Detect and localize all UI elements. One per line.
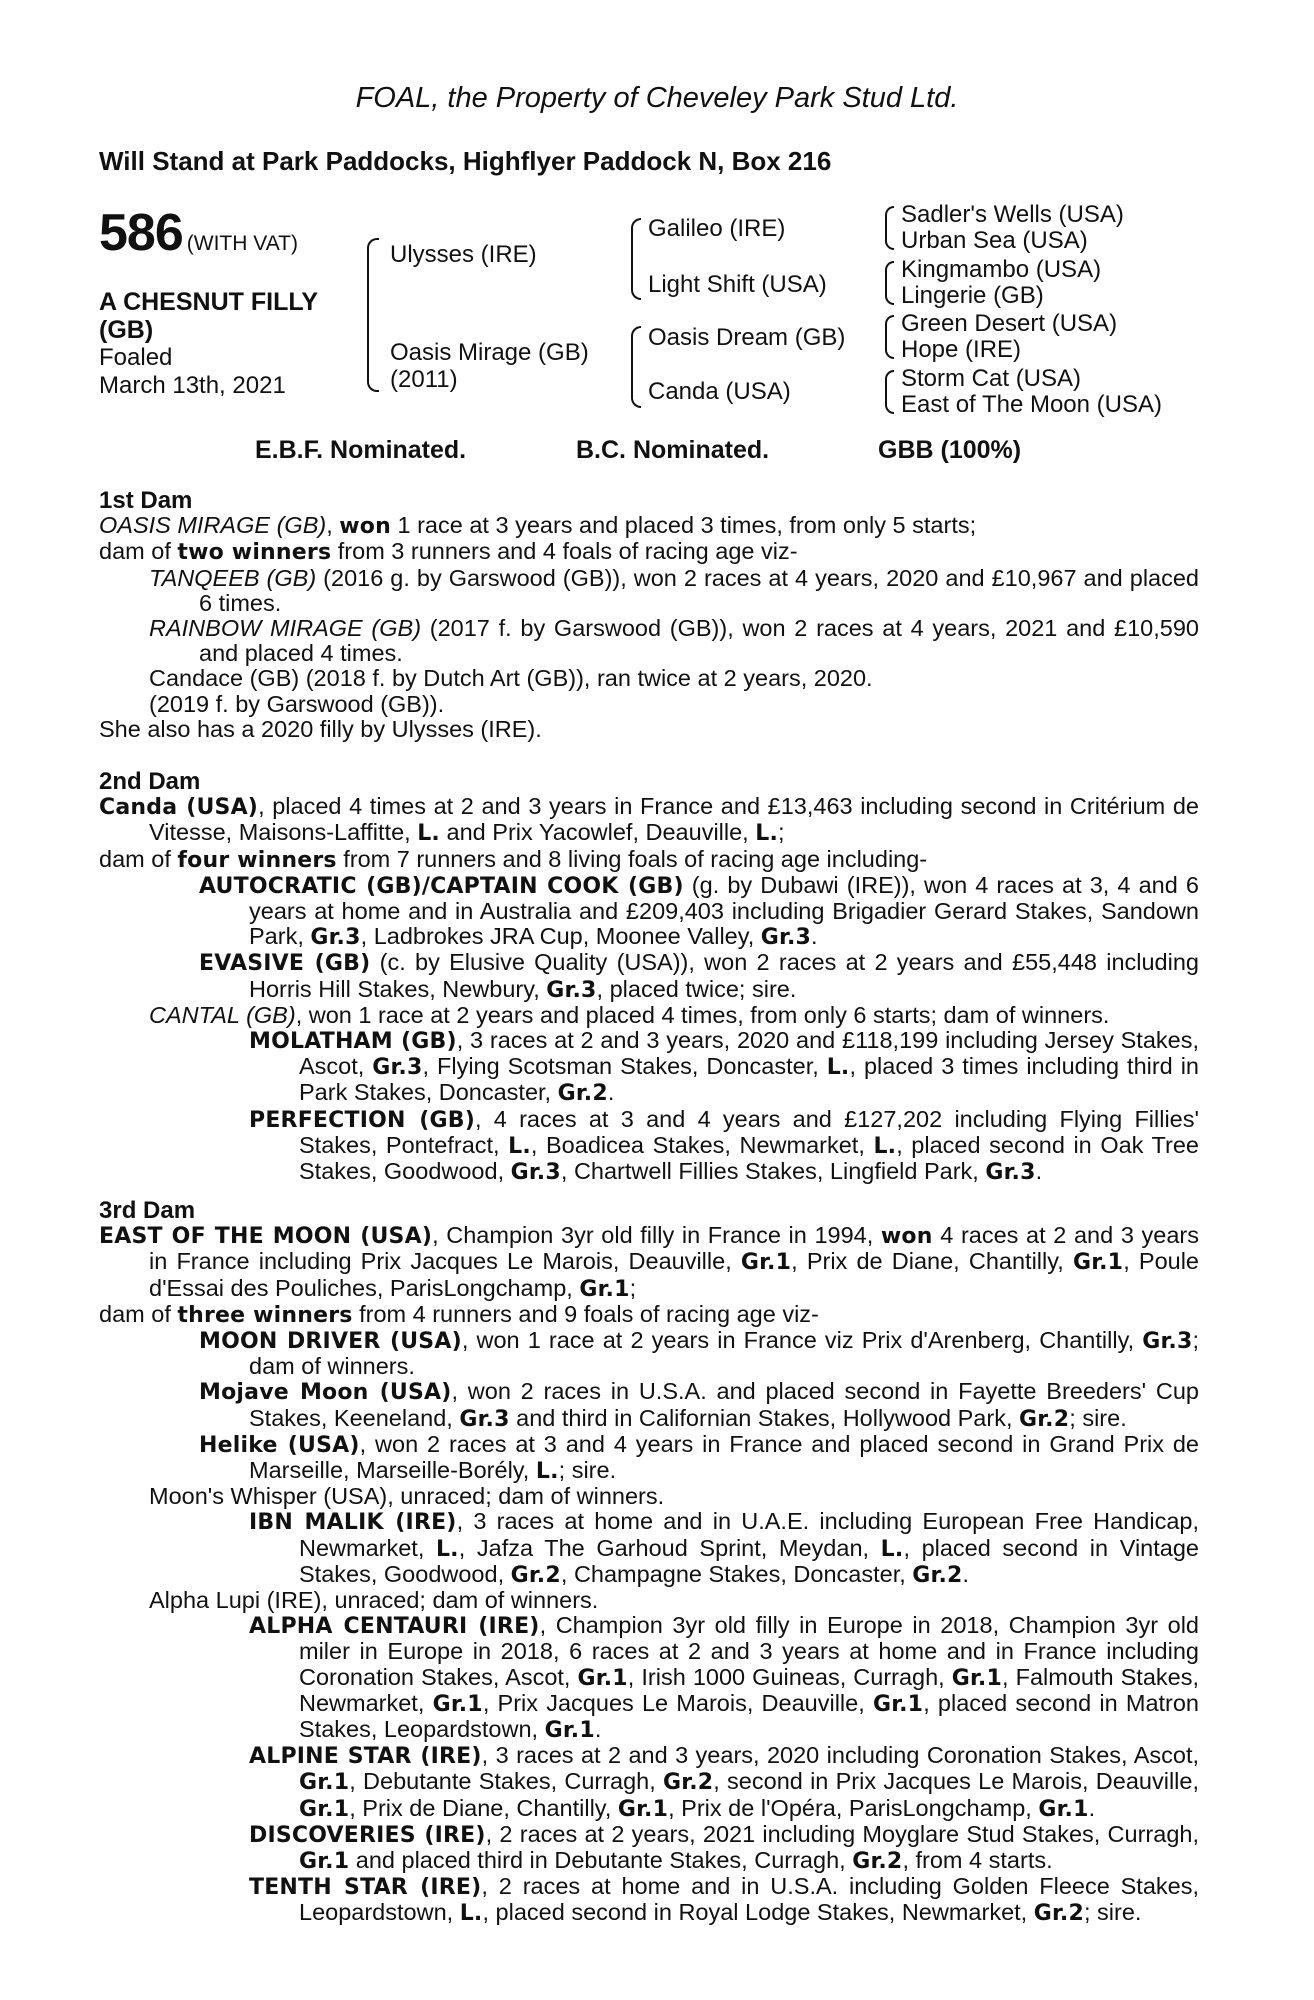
dam-record	[99, 794, 1199, 846]
bold-text: Gr.1	[1038, 1796, 1089, 1822]
text-run: .	[962, 1560, 970, 1587]
bold-text: Gr.1	[740, 1250, 792, 1276]
text-run: dam of	[99, 538, 178, 565]
bold-text: Canda (USA)	[99, 795, 259, 821]
bold-text: MOLATHAM (GB)	[249, 1029, 457, 1055]
third-dam-section	[99, 1198, 1199, 1927]
text-run: .	[1035, 1158, 1043, 1185]
produce-note	[99, 717, 1199, 742]
lot-vat-label: (WITH VAT)	[186, 232, 298, 255]
text-run: from 3 runners and 4 foals of racing age viz-	[331, 538, 798, 565]
pedigree-dss: Green Desert (USA)	[901, 310, 1118, 337]
section-title: 1st Dam	[99, 487, 193, 514]
pedigree-sire-dam: Light Shift (USA)	[648, 271, 827, 298]
text-run: , placed second in Oak Tree Stakes, Goodwood,	[299, 1131, 1199, 1185]
text-run: , Chartwell Fillies Stakes, Lingfield Park,	[560, 1158, 986, 1185]
text-run: .	[1088, 1794, 1096, 1821]
bold-text: L.	[880, 1536, 904, 1562]
foaled-date: March 13th, 2021	[99, 372, 286, 399]
page-title: FOAL, the Property of Cheveley Park Stud Ltd.	[355, 82, 959, 114]
bold-text: Gr.1	[432, 1691, 483, 1717]
text-run: dam of	[99, 845, 178, 872]
text-run: (c. by Elusive Quality (USA)), won 2 races at 2 years and £55,448 including Horris Hill Stakes, Newbury,	[249, 949, 1199, 1002]
foaled-label: Foaled	[99, 344, 173, 371]
bold-text: L.	[435, 1536, 459, 1562]
bold-text: Gr.1	[579, 1276, 630, 1302]
pedigree-brace-3d	[885, 370, 894, 414]
bold-text: L.	[826, 1055, 850, 1081]
text-run: , won 2 races at 3 and 4 years in France and placed second in Grand Prix de Marseille, Marseille-Borély,	[249, 1430, 1200, 1484]
produce-entry	[99, 873, 1199, 951]
italic-text: OASIS MIRAGE (GB)	[99, 512, 327, 539]
bold-text: TENTH STAR (IRE)	[249, 1875, 482, 1901]
pedigree-sire: Ulysses (IRE)	[390, 241, 537, 268]
bold-text: Gr.2	[510, 1562, 561, 1588]
pedigree-brace-1	[367, 238, 379, 392]
bold-text: Gr.3	[1142, 1329, 1193, 1355]
text-run: , Prix de Diane, Chantilly,	[349, 1794, 618, 1821]
bold-text: Gr.1	[577, 1665, 628, 1691]
pedigree-sds: Kingmambo (USA)	[901, 256, 1102, 283]
bold-text: L.	[873, 1133, 897, 1159]
section-title: 3rd Dam	[99, 1197, 196, 1224]
produce-summary	[99, 539, 1199, 565]
produce-entry	[99, 1509, 1199, 1588]
bold-text: L.	[535, 1459, 559, 1485]
text-run: , 2 races at home and in U.S.A. including Golden Fleece Stakes, Leopardstown,	[299, 1873, 1200, 1926]
bold-text: Gr.3	[546, 977, 597, 1003]
bold-text: Gr.2	[852, 1849, 903, 1875]
pedigree-sdd: Lingerie (GB)	[901, 282, 1044, 309]
text-run: , Boadicea Stakes, Newmarket,	[530, 1131, 874, 1158]
text-run: , from 4 starts.	[902, 1847, 1053, 1874]
text-run: , 4 races at 3 and 4 years and £127,202 including Flying Fillies' Stakes, Pontefract,	[299, 1105, 1199, 1158]
text-run: , 3 races at 2 and 3 years, 2020 and £118,199 including Jersey Stakes, Ascot,	[299, 1027, 1199, 1080]
text-run: , Debutante Stakes, Curragh,	[349, 1768, 664, 1795]
pedigree-dam-sire: Oasis Dream (GB)	[648, 324, 846, 351]
produce-entry	[99, 1874, 1199, 1926]
text-run: ; sire.	[1083, 1899, 1142, 1926]
bold-text: Gr.1	[299, 1849, 350, 1875]
bold-text: L.	[508, 1133, 531, 1159]
text-run: , won 1 race at 2 years and placed 4 times, from only 6 starts; dam of winners.	[295, 1001, 1110, 1028]
bold-text: Gr.1	[872, 1691, 924, 1717]
text-run: ;	[778, 819, 785, 846]
produce-entry	[99, 1432, 1199, 1484]
dam-record	[99, 1223, 1199, 1302]
text-run: , placed twice; sire.	[596, 975, 797, 1002]
second-dam-section	[99, 769, 1199, 1185]
bold-text: won	[339, 514, 391, 540]
pedigree-dds: Storm Cat (USA)	[901, 365, 1082, 392]
text-run: , Prix de Diane, Chantilly,	[791, 1248, 1073, 1275]
text-run: , 2 races at 2 years, 2021 including Moyglare Stud Stakes, Curragh,	[485, 1820, 1199, 1847]
bold-text: Gr.1	[299, 1770, 350, 1796]
bold-text: L.	[417, 821, 440, 847]
pedigree-brace-3b	[885, 261, 894, 305]
bold-text: Gr.1	[299, 1796, 350, 1822]
text-run: , placed second in Royal Lodge Stakes, Newmarket,	[482, 1899, 1034, 1926]
pedigree-dsd: Hope (IRE)	[901, 336, 1022, 363]
text-run: and placed third in Debutante Stakes, Curragh,	[349, 1847, 853, 1874]
bold-text: four winners	[177, 847, 337, 873]
text-run: ,	[326, 512, 340, 539]
text-run: , Jafza The Garhoud Sprint, Meydan,	[458, 1534, 881, 1561]
text-run: and Prix Yacowlef, Deauville,	[440, 819, 756, 846]
text-run: , Flying Scotsman Stakes, Doncaster,	[422, 1053, 827, 1080]
text-run: .	[811, 923, 818, 950]
bold-text: Gr.1	[951, 1665, 1003, 1691]
horse-origin: (GB)	[99, 316, 154, 344]
bold-text: Gr.2	[663, 1770, 714, 1796]
bold-text: Gr.3	[510, 1160, 561, 1186]
italic-text: TANQEEB (GB)	[149, 564, 317, 591]
text-run: She also has a 2020 filly by Ulysses (IRE).	[99, 715, 542, 742]
text-run: Alpha Lupi (IRE), unraced; dam of winners.	[149, 1587, 599, 1614]
text-run: (g. by Dubawi (IRE)), won 4 races at 3, 4 and 6 years at home and in Australia and £209,403 including Brigadier Gerard Stakes, Sandown Park,	[249, 871, 1199, 950]
produce-entry	[99, 1743, 1199, 1822]
text-run: ; sire.	[1069, 1404, 1127, 1431]
bold-text: three winners	[177, 1302, 353, 1328]
bold-text: AUTOCRATIC (GB)/CAPTAIN COOK (GB)	[199, 873, 684, 899]
text-run: 4 races at 2 and 3 years in France including Prix Jacques Le Marois, Deauville,	[149, 1222, 1199, 1275]
text-run: , Ladbrokes JRA Cup, Moonee Valley,	[360, 923, 761, 950]
text-run: ; sire.	[558, 1457, 617, 1484]
text-run: , placed second in Vintage Stakes, Goodwood,	[299, 1534, 1199, 1587]
text-run: , placed second in Matron Stakes, Leopardstown,	[299, 1689, 1200, 1743]
produce-entry	[99, 1588, 1199, 1613]
pedigree-dam-dam: Canda (USA)	[648, 378, 791, 405]
text-run: .	[594, 1716, 602, 1743]
text-run: (2017 f. by Garswood (GB)), won 2 races at 4 years, 2021 and £10,590 and placed 4 times.	[199, 615, 1199, 667]
bold-text: EAST OF THE MOON (USA)	[99, 1224, 433, 1250]
text-run: Candace (GB) (2018 f. by Dutch Art (GB)), ran twice at 2 years, 2020.	[149, 665, 873, 692]
text-run: , Prix de l'Opéra, ParisLongchamp,	[668, 1794, 1039, 1821]
text-run: (2016 g. by Garswood (GB)), won 2 races at 4 years, 2020 and £10,967 and placed 6 times.	[199, 564, 1199, 616]
text-run: from 4 runners and 9 foals of racing age viz-	[352, 1300, 819, 1327]
produce-entry	[99, 616, 1199, 666]
produce-summary	[99, 847, 1199, 873]
bold-text: Gr.3	[459, 1406, 510, 1432]
pedigree-sire-sire: Galileo (IRE)	[648, 215, 786, 242]
produce-entry	[99, 1328, 1199, 1379]
bold-text: DISCOVERIES (IRE)	[249, 1822, 486, 1848]
bold-text: two winners	[177, 540, 332, 566]
text-run: , 3 races at 2 and 3 years, 2020 including Coronation Stakes, Ascot,	[481, 1742, 1199, 1769]
section-title: 2nd Dam	[99, 768, 201, 795]
pedigree-ssd: Urban Sea (USA)	[901, 227, 1088, 254]
bold-text: Gr.1	[544, 1718, 595, 1744]
bold-text: Mojave Moon (USA)	[199, 1380, 452, 1406]
ebf-nomination: E.B.F. Nominated.	[255, 436, 467, 464]
bold-text: EVASIVE (GB)	[199, 951, 371, 977]
bold-text: Gr.1	[617, 1796, 669, 1822]
produce-summary	[99, 1302, 1199, 1328]
bold-text: Gr.3	[985, 1160, 1036, 1186]
text-run: .	[607, 1079, 615, 1106]
produce-entry	[99, 1613, 1199, 1743]
bold-text: Gr.3	[372, 1055, 423, 1081]
text-run: , Champion 3yr old filly in France in 1994,	[432, 1222, 881, 1249]
bold-text: ALPHA CENTAURI (IRE)	[249, 1614, 540, 1640]
lot-number-block	[99, 203, 298, 263]
produce-entry	[99, 1822, 1199, 1874]
text-run: , Irish 1000 Guineas, Curragh,	[627, 1663, 952, 1690]
text-run: , Falmouth Stakes, Newmarket,	[299, 1663, 1199, 1716]
stand-location: Will Stand at Park Paddocks, Highflyer Paddock N, Box 216	[99, 146, 832, 176]
text-run: dam of	[99, 1300, 178, 1327]
pedigree-ddd: East of The Moon (USA)	[901, 391, 1162, 418]
text-run: , 3 races at home and in U.A.E. including European Free Handicap, Newmarket,	[299, 1508, 1199, 1561]
produce-entry	[99, 1028, 1199, 1107]
first-dam-section	[99, 488, 1199, 742]
bold-text: Gr.2	[1033, 1901, 1084, 1927]
text-run: ;	[629, 1274, 637, 1301]
text-run: , Prix Jacques Le Marois, Deauville,	[482, 1689, 873, 1716]
text-run: , second in Prix Jacques Le Marois, Deauville,	[713, 1768, 1199, 1795]
pedigree-brace-2b	[631, 326, 641, 408]
produce-entry	[99, 692, 1199, 717]
pedigree-brace-3a	[885, 206, 894, 250]
text-run: , placed 3 times including third in Park Stakes, Doncaster,	[299, 1053, 1199, 1106]
text-run: (2019 f. by Garswood (GB)).	[149, 690, 445, 717]
text-run: , placed 4 times at 2 and 3 years in France and £13,463 including second in Critérium de Vitesse, Maisons-Laffitte,	[149, 793, 1200, 846]
pedigree-dam-year: (2011)	[390, 366, 458, 393]
pedigree-brace-2a	[631, 218, 641, 300]
bold-text: Gr.2	[912, 1562, 963, 1588]
lot-number: 586	[99, 204, 183, 262]
produce-entry	[99, 666, 1199, 691]
text-run: , Poule d'Essai des Pouliches, ParisLongchamp,	[149, 1248, 1200, 1301]
produce-entry	[99, 1107, 1199, 1186]
produce-entry	[99, 1003, 1199, 1028]
bold-text: Gr.2	[1019, 1406, 1070, 1432]
italic-text: RAINBOW MIRAGE (GB)	[149, 615, 422, 642]
bold-text: Helike (USA)	[199, 1432, 360, 1458]
text-run: ; dam of winners.	[249, 1327, 1199, 1380]
text-run: from 7 runners and 8 living foals of racing age including-	[336, 845, 928, 872]
italic-text: CANTAL (GB)	[149, 1001, 296, 1028]
dam-record	[99, 513, 1199, 539]
produce-entry	[99, 1379, 1199, 1431]
bold-text: won	[880, 1224, 933, 1250]
bc-nomination: B.C. Nominated.	[576, 436, 770, 464]
pedigree-sss: Sadler's Wells (USA)	[901, 201, 1124, 228]
produce-entry	[99, 1484, 1199, 1509]
text-run: , Champagne Stakes, Doncaster,	[560, 1560, 913, 1587]
bold-text: Gr.3	[310, 925, 361, 951]
text-run: , won 2 races in U.S.A. and placed second in Fayette Breeders' Cup Stakes, Keeneland,	[249, 1378, 1199, 1431]
bold-text: MOON DRIVER (USA)	[199, 1329, 462, 1355]
gbb-status: GBB (100%)	[878, 436, 1022, 464]
text-run: and third in Californian Stakes, Hollywood Park,	[509, 1404, 1020, 1431]
pedigree-brace-3c	[885, 315, 894, 359]
produce-entry	[99, 566, 1199, 616]
text-run: Moon's Whisper (USA), unraced; dam of winners.	[149, 1483, 665, 1510]
text-run: 1 race at 3 years and placed 3 times, from only 5 starts;	[390, 512, 977, 539]
produce-entry	[99, 950, 1199, 1002]
text-run: , Champion 3yr old filly in Europe in 2018, Champion 3yr old miler in Europe in 2018, 6 races at 2 and 3 years at home and in France including Coronation Stakes, Ascot,	[299, 1612, 1200, 1690]
bold-text: L.	[459, 1901, 483, 1927]
bold-text: PERFECTION (GB)	[249, 1107, 475, 1133]
horse-type: A CHESNUT FILLY	[99, 288, 318, 316]
bold-text: Gr.1	[1072, 1250, 1124, 1276]
bold-text: ALPINE STAR (IRE)	[249, 1744, 482, 1770]
bold-text: IBN MALIK (IRE)	[249, 1510, 457, 1536]
pedigree-dam: Oasis Mirage (GB)	[390, 339, 589, 366]
bold-text: Gr.2	[557, 1081, 608, 1107]
horse-description	[99, 288, 318, 400]
bold-text: L.	[755, 821, 779, 847]
bold-text: Gr.3	[760, 925, 812, 951]
text-run: , won 1 race at 2 years in France viz Prix d'Arenberg, Chantilly,	[461, 1327, 1143, 1354]
